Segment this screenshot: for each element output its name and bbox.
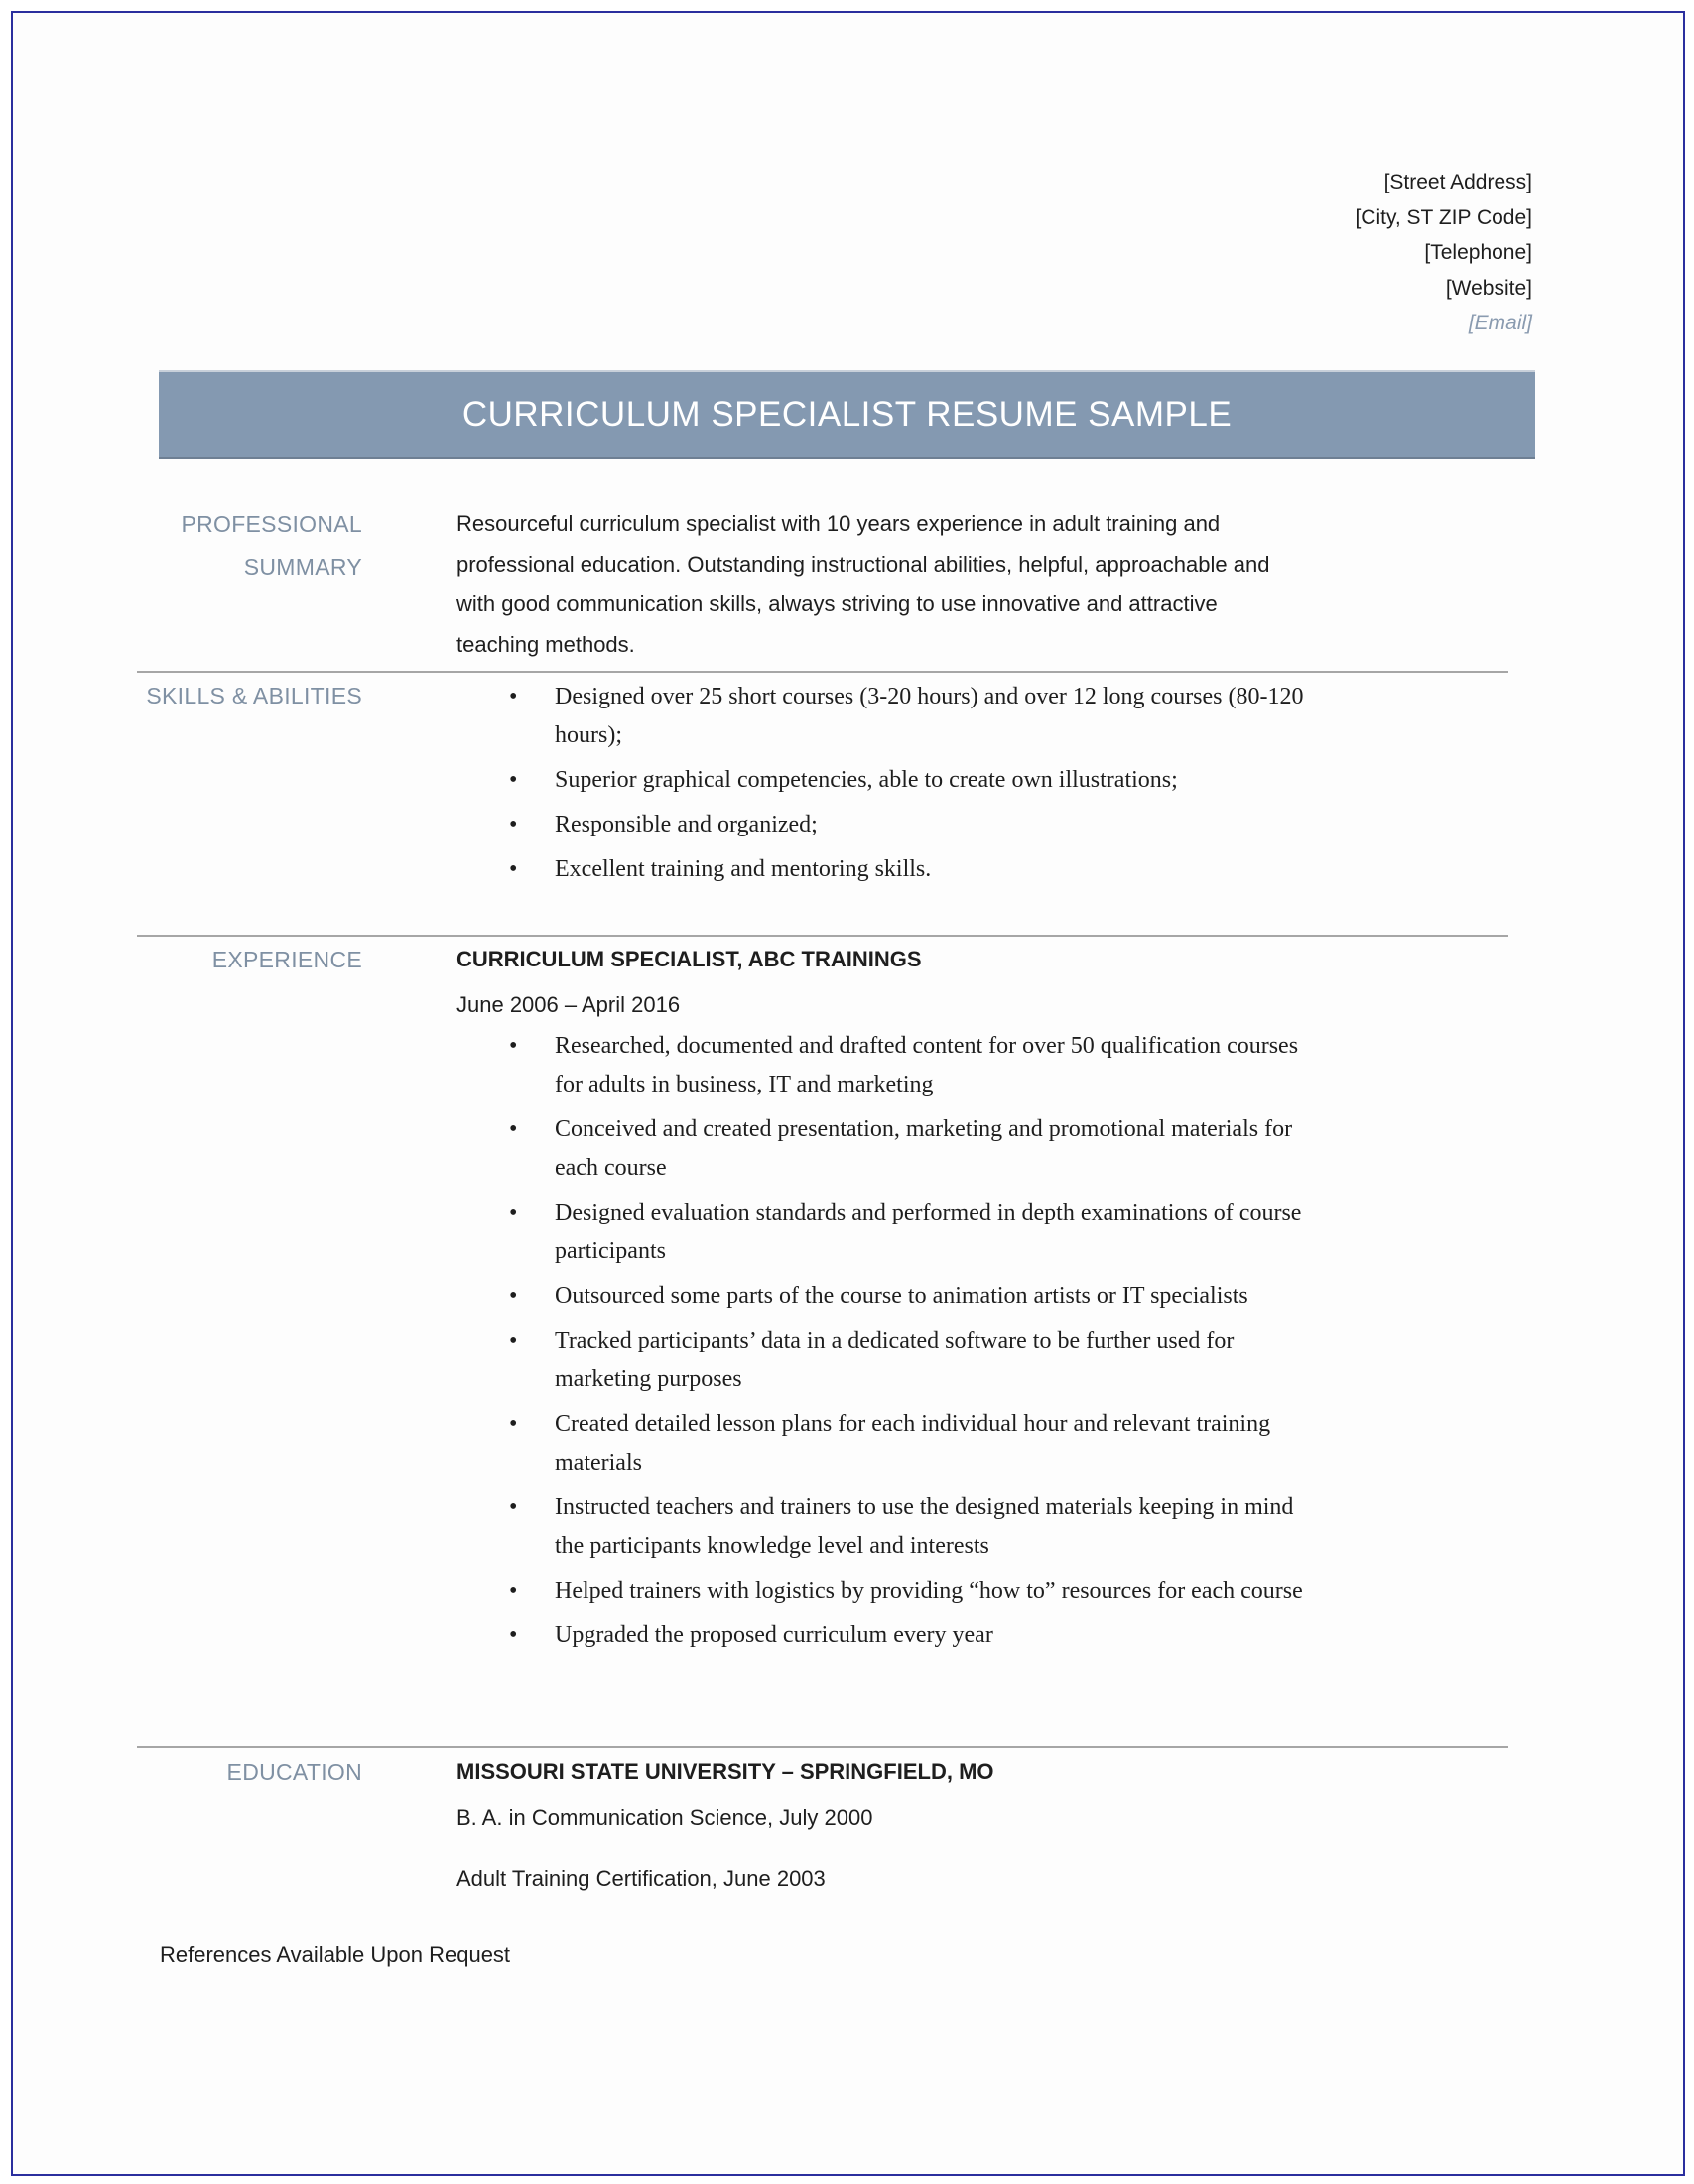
section-divider	[137, 1746, 1508, 1748]
label-line: PROFESSIONAL	[181, 511, 362, 537]
job-dates: June 2006 – April 2016	[456, 992, 681, 1017]
skills-list-container	[456, 678, 1310, 895]
list-item-text: Superior graphical competencies, able to create own illustrations;	[555, 767, 1178, 793]
section-label-experience: EXPERIENCE	[211, 947, 362, 972]
list-item	[456, 761, 1310, 800]
street-address: [Street Address]	[1383, 171, 1532, 193]
contact-block	[1355, 165, 1532, 341]
school-name: MISSOURI STATE UNIVERSITY – SPRINGFIELD, MO	[456, 1759, 994, 1784]
list-item-text: Helped trainers with logistics by providing “how to” resources for each course	[555, 1578, 1303, 1604]
education-content	[456, 1756, 1350, 1895]
bullet-icon: •	[509, 1328, 518, 1353]
list-item-text: Upgraded the proposed curriculum every year	[555, 1622, 993, 1648]
list-item	[456, 1322, 1310, 1399]
job-title: CURRICULUM SPECIALIST, ABC TRAININGS	[456, 947, 922, 971]
list-item	[456, 850, 1310, 889]
experience-list	[456, 1027, 1310, 1655]
degree: B. A. in Communication Science, July 2000	[456, 1805, 873, 1830]
skills-list	[456, 678, 1310, 889]
bullet-icon: •	[509, 1200, 518, 1225]
list-item	[456, 1405, 1310, 1482]
bullet-icon: •	[509, 1116, 518, 1142]
bullet-icon: •	[509, 684, 518, 709]
list-item	[456, 1277, 1310, 1316]
website: [Website]	[1445, 276, 1532, 300]
list-item	[456, 1488, 1310, 1566]
list-item	[456, 1110, 1310, 1188]
city-state-zip: [City, ST ZIP Code]	[1355, 205, 1532, 229]
resume-title: CURRICULUM SPECIALIST RESUME SAMPLE	[461, 395, 1233, 434]
section-divider	[137, 935, 1508, 937]
bullet-icon: •	[509, 1283, 518, 1309]
summary-text: Resourceful curriculum specialist with 10 years experience in adult training and professional education. Outstanding instructional abilities, helpful, approachable and with good communication skills, always striving to use innovative and attractive teaching methods.	[456, 511, 1270, 657]
list-item-text: Responsible and organized;	[555, 812, 818, 837]
list-item	[456, 1194, 1310, 1271]
bullet-icon: •	[509, 856, 518, 882]
list-item	[456, 1616, 1310, 1655]
section-divider	[137, 671, 1508, 673]
certification: Adult Training Certification, June 2003	[456, 1866, 826, 1891]
title-banner	[159, 370, 1535, 459]
label-line: SUMMARY	[243, 554, 362, 579]
bullet-icon: •	[509, 1411, 518, 1437]
list-item-text: Researched, documented and drafted content for over 50 qualification courses for adults in business, IT and marketing	[555, 1033, 1299, 1097]
list-item-text: Created detailed lesson plans for each individual hour and relevant training materials	[555, 1411, 1271, 1476]
list-item	[456, 678, 1310, 755]
bullet-icon: •	[509, 1578, 518, 1604]
bullet-icon: •	[509, 767, 518, 793]
bullet-icon: •	[509, 812, 518, 837]
list-item-text: Tracked participants’ data in a dedicated software to be further used for marketing purposes	[555, 1328, 1235, 1392]
experience-content	[456, 944, 1310, 1661]
bullet-icon: •	[509, 1033, 518, 1059]
section-label-education: EDUCATION	[226, 1759, 362, 1785]
list-item-text: Excellent training and mentoring skills.	[555, 856, 932, 882]
list-item-text: Outsourced some parts of the course to animation artists or IT specialists	[555, 1283, 1248, 1309]
telephone: [Telephone]	[1424, 241, 1532, 264]
section-label-summary	[181, 503, 362, 588]
list-item	[456, 1027, 1310, 1104]
email: [Email]	[1468, 312, 1532, 334]
list-item	[456, 806, 1310, 844]
list-item-text: Designed evaluation standards and performed in depth examinations of course participants	[555, 1200, 1302, 1264]
bullet-icon: •	[509, 1622, 518, 1648]
list-item	[456, 1572, 1310, 1610]
list-item-text: Conceived and created presentation, marketing and promotional materials for each course	[555, 1116, 1293, 1181]
references-note: References Available Upon Request	[160, 1942, 511, 1967]
list-item-text: Designed over 25 short courses (3-20 hours) and over 12 long courses (80-120 hours);	[555, 684, 1304, 748]
list-item-text: Instructed teachers and trainers to use the designed materials keeping in mind the participants knowledge level and interests	[555, 1494, 1294, 1559]
section-label-skills: SKILLS & ABILITIES	[146, 683, 362, 708]
bullet-icon: •	[509, 1494, 518, 1520]
